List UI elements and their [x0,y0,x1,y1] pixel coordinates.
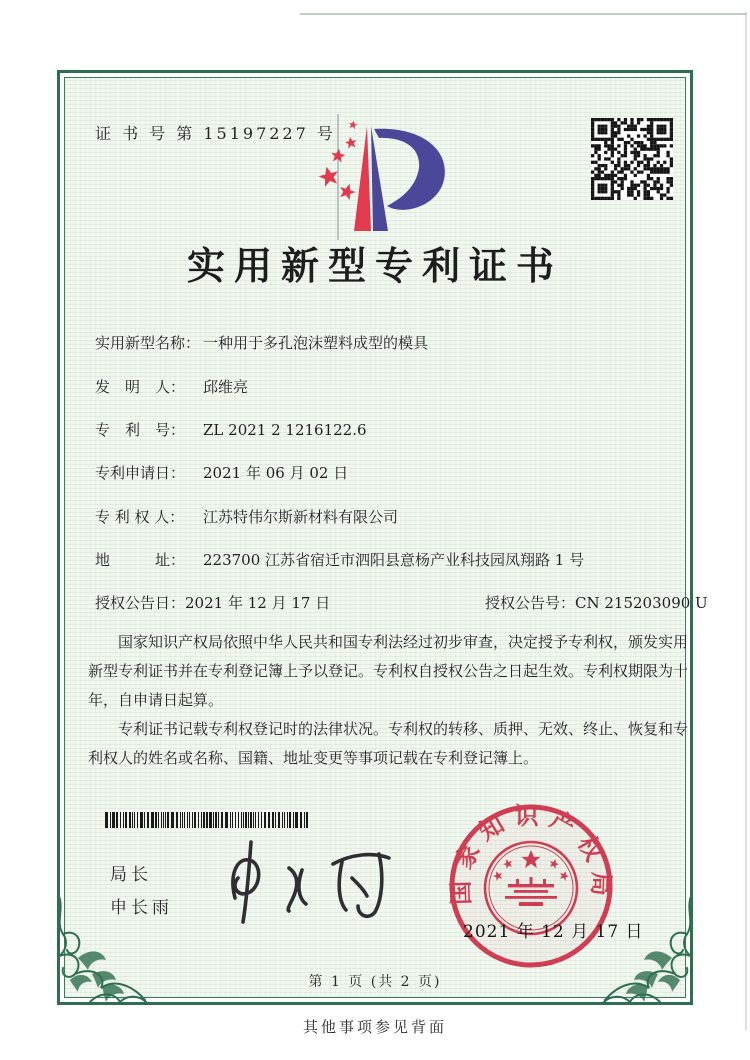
certificate-number: 证 书 号 第 15197227 号 [95,124,336,143]
official-seal-icon [438,795,644,983]
page-number: 第 1 页 (共 2 页) [308,974,442,990]
legal-paragraph-1: 国家知识产权局依照中华人民共和国专利法经过初步审查，决定授予专利权，颁发实用新型专利证书并在专利登记簿上予以登记。专利权自授权公告之日起生效。专利权期限为十年，自申请日起算。 [88,633,689,709]
field-value: 2021 年 06 月 02 日 [203,464,349,482]
seal-text: 国家知识产权局 [445,801,617,906]
seal-date: 2021 年 12 月 17 日 [463,922,644,942]
grant-number-value: CN 215203090 U [575,594,708,612]
field-row-grant [95,592,708,613]
field-value: 223700 江苏省宿迁市泗阳县意杨产业科技园凤翔路 1 号 [203,551,585,569]
field-row-address [95,549,665,570]
certificate-title: 实用新型专利证书 [186,243,563,288]
field-value: ZL 2021 2 1216122.6 [203,421,367,439]
field-row-filing-date [95,462,665,483]
field-label: 发 明 人： [95,378,186,396]
handwritten-signature [205,826,405,934]
field-label: 地 址： [95,551,186,569]
grant-number-label: 授权公告号： [485,594,576,612]
commissioner-title: 局长 [110,865,152,885]
field-row-inventor [95,376,665,397]
field-label: 专 利 权 人： [95,508,185,526]
field-row-patentee [95,506,665,527]
scan-edge-artifact-top [300,13,746,15]
qr-code-icon [591,118,673,200]
field-row-name [95,332,665,353]
legal-paragraph-2: 专利证书记载专利权登记时的法律状况。专利权的转移、质押、无效、终止、恢复和专利权人的姓名或名称、国籍、地址变更等事项记载在专利登记簿上。 [88,720,689,767]
field-value: 邱维亮 [203,378,249,396]
field-label: 专 利 号： [95,421,186,439]
back-note: 其他事项参见背面 [302,1018,447,1036]
scan-edge-artifact-right [745,12,747,1030]
grant-date-label: 授权公告日： [95,594,186,612]
field-value: 江苏特伟尔斯新材料有限公司 [203,508,399,526]
field-label: 实用新型名称： [95,334,201,352]
legal-text-block [88,628,692,773]
cnipa-logo-icon [315,110,460,242]
grant-date-value: 2021 年 12 月 17 日 [185,594,331,612]
field-row-patent-number [95,419,665,440]
grant-number-group [485,592,708,613]
field-label: 专利申请日： [95,464,186,482]
field-value: 一种用于多孔泡沫塑料成型的模具 [203,334,429,352]
commissioner-name: 申长雨 [110,898,173,918]
